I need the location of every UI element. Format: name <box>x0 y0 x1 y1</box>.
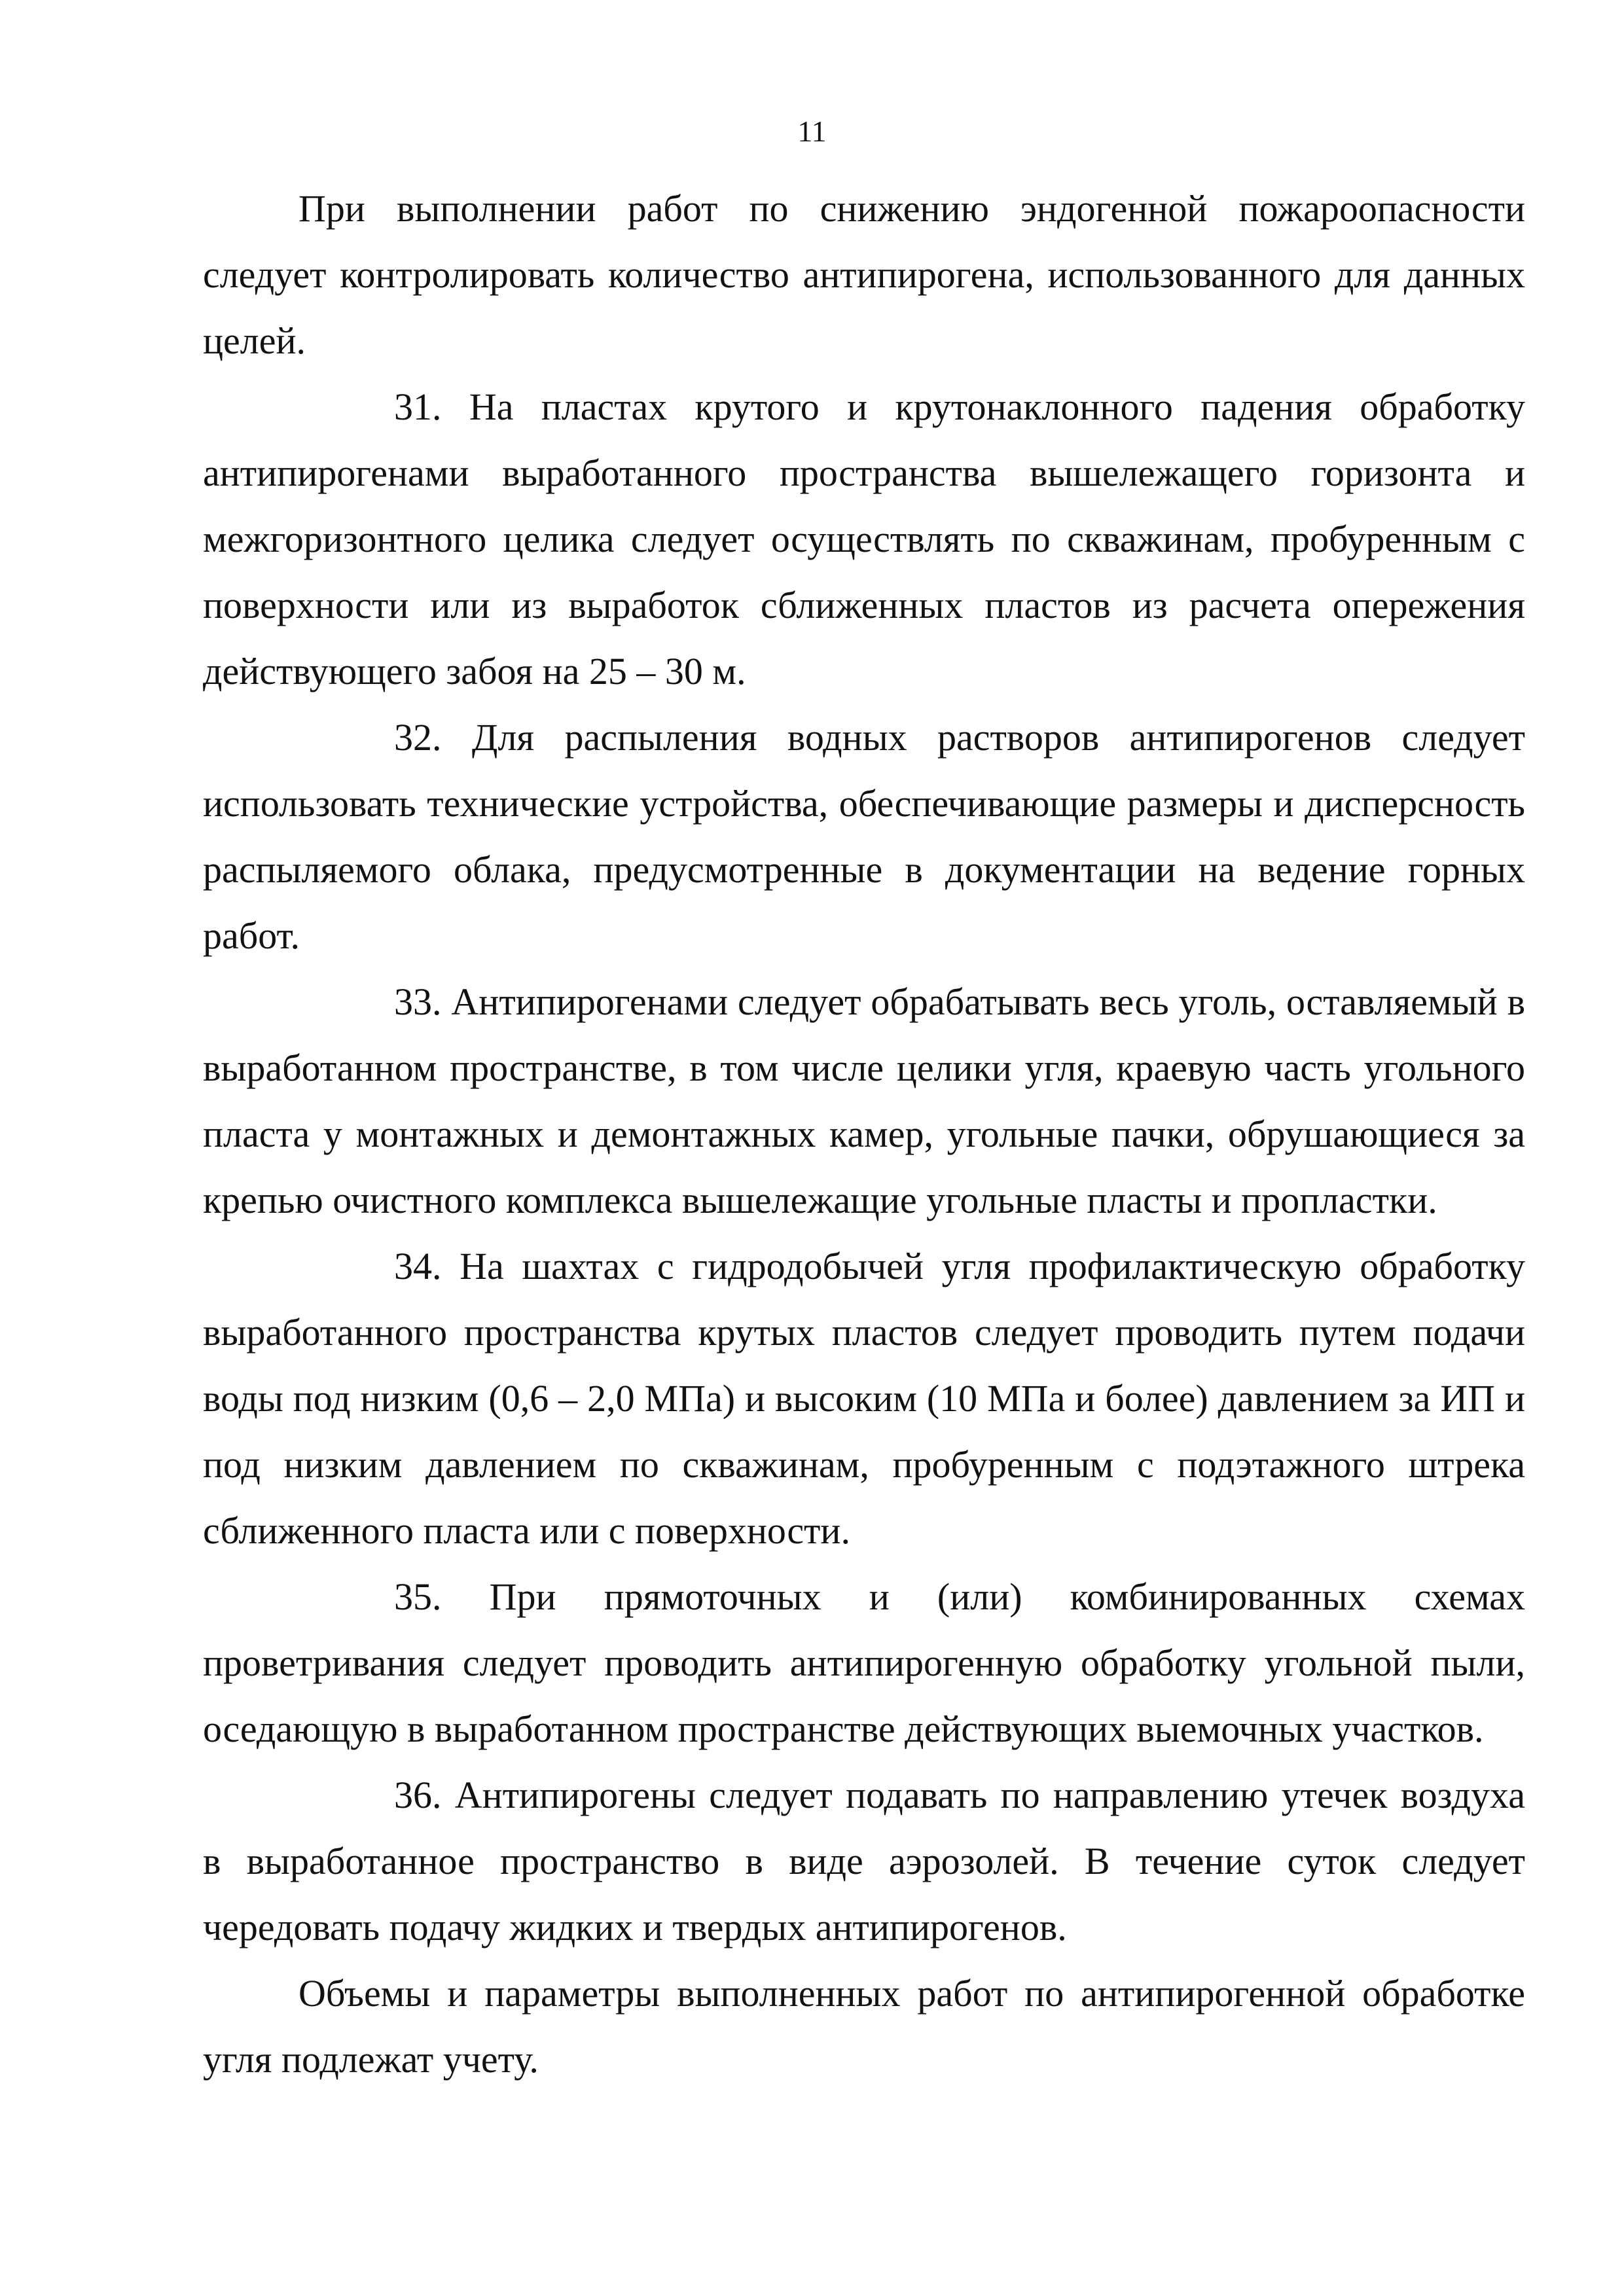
paragraph-36 <box>203 1762 1525 1960</box>
paragraph-number: 36. <box>394 1774 442 1816</box>
page-number: 11 <box>797 115 827 148</box>
paragraph-text: Антипирогены следует подавать по направлению утечек воздуха в выработанное пространство в виде аэрозолей. В течение суток следует чередовать подачу жидких и твердых антипирогенов. <box>203 1774 1525 1948</box>
paragraph-31 <box>203 374 1525 704</box>
document-body <box>203 175 1525 2092</box>
paragraph-text: При прямоточных и (или) комбинированных схемах проветривания следует проводить антипирогенную обработку угольной пыли, оседающую в выработанном пространстве действующих выемочных участков. <box>203 1575 1526 1750</box>
paragraph-outro <box>203 1960 1525 2092</box>
paragraph-number: 31. <box>394 386 442 428</box>
paragraph-number: 33. <box>394 980 442 1023</box>
paragraph-number: 32. <box>394 716 442 759</box>
paragraph-text: На шахтах с гидродобычей угля профилактическую обработку выработанного пространства крутых пластов следует проводить путем подачи воды под низким (0,6 – 2,0 МПа) и высоким (10 МПа и более) давлением за ИП и под низким давлением по скважинам, пробуренным с подэтажного штрека сближенного пласта или с поверхности. <box>203 1245 1526 1552</box>
paragraph-34 <box>203 1233 1525 1564</box>
paragraph-33 <box>203 969 1525 1233</box>
paragraph-text: Антипирогенами следует обрабатывать весь уголь, оставляемый в выработанном пространстве, в том числе целики угля, краевую часть угольного пласта у монтажных и демонтажных камер, угольные пачки, обрушающиеся за крепью очистного комплекса вышележащие угольные пласты и пропластки. <box>203 980 1526 1221</box>
paragraph-intro <box>203 175 1525 374</box>
paragraph-32 <box>203 704 1525 969</box>
paragraph-35 <box>203 1564 1525 1762</box>
paragraph-text: При выполнении работ по снижению эндогенной пожароопасности следует контролировать количество антипирогена, использованного для данных целей. <box>203 187 1525 362</box>
paragraph-number: 35. <box>394 1575 442 1618</box>
paragraph-number: 34. <box>394 1245 442 1287</box>
paragraph-text: На пластах крутого и крутонаклонного падения обработку антипирогенами выработанного пространства вышележащего горизонта и межгоризонтного целика следует осуществлять по скважинам, пробуренным с поверхности или из выработок сближенных пластов из расчета опережения действующего забоя на 25 – 30 м. <box>203 386 1525 692</box>
paragraph-text: Для распыления водных растворов антипирогенов следует использовать технические устройства, обеспечивающие размеры и дисперсность распыляемого облака, предусмотренные в документации на ведение горных работ. <box>203 716 1526 957</box>
paragraph-text: Объемы и параметры выполненных работ по антипирогенной обработке угля подлежат учету. <box>203 1972 1525 2081</box>
